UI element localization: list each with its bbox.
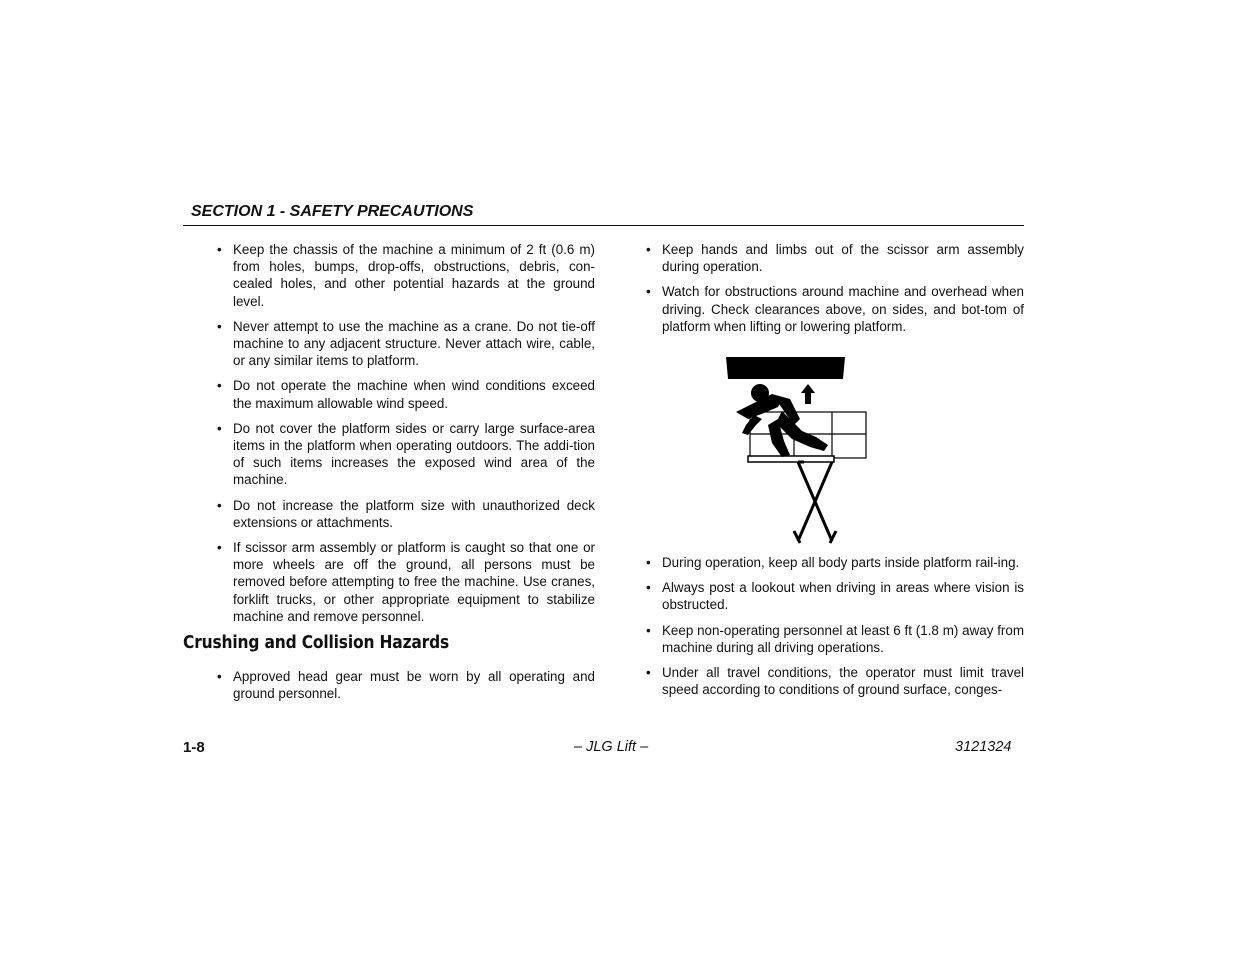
overhead-crush-hazard-icon <box>724 353 874 547</box>
list-item: • If scissor arm assembly or platform is caught so that one or more wheels are off the ground, all persons must be removed before attempting to free the machine. Use cranes, forklift trucks, or other appropriate equipment to stabilize machine and remove personnel. <box>217 540 595 624</box>
right-bullet-list <box>646 241 1024 335</box>
list-item: • Keep hands and limbs out of the scissor arm assembly during operation. <box>646 242 1024 275</box>
list-item: • Watch for obstructions around machine and overhead when driving. Check clearances above, on sides, and bot-tom of platform when lifting or lowering platform. <box>646 284 1024 334</box>
list-item: • Do not increase the platform size with unauthorized deck extensions or attachments. <box>217 497 595 530</box>
right-bullet-list-2 <box>646 554 1024 698</box>
bullet-icon: • <box>217 497 222 513</box>
list-item: • Do not operate the machine when wind conditions exceed the maximum allowable wind speed. <box>217 378 595 411</box>
list-item: • Under all travel conditions, the operator must limit travel speed according to conditions of ground surface, conges- <box>646 665 1024 698</box>
bullet-icon: • <box>646 555 651 570</box>
list-item: • Never attempt to use the machine as a crane. Do not tie-off machine to any adjacent structure. Never attach wire, cable, or any similar items to platform. <box>217 318 595 369</box>
left-column <box>217 241 595 633</box>
bullet-icon: • <box>217 669 222 684</box>
footer-brand: – JLG Lift – <box>574 739 649 755</box>
left-bullet-list-2 <box>217 668 595 702</box>
left-bullet-list <box>217 241 595 625</box>
header-rule <box>183 225 1024 226</box>
bullet-icon: • <box>646 665 651 681</box>
right-column-continued <box>646 554 1024 706</box>
bullet-icon: • <box>217 318 222 334</box>
list-item: • Always post a lookout when driving in areas where vision is obstructed. <box>646 580 1024 613</box>
bullet-icon: • <box>217 242 222 257</box>
subheading-crushing-collision: Crushing and Collision Hazards <box>183 632 450 653</box>
bullet-icon: • <box>646 580 651 596</box>
list-item: • Approved head gear must be worn by all operating and ground personnel. <box>217 669 595 702</box>
list-item: • Keep non-operating personnel at least 6 ft (1.8 m) away from machine during all driving operations. <box>646 622 1024 655</box>
bullet-icon: • <box>217 540 222 556</box>
right-column <box>646 241 1024 343</box>
section-title: SECTION 1 - SAFETY PRECAUTIONS <box>191 203 474 220</box>
list-item: • Keep the chassis of the machine a minimum of 2 ft (0.6 m) from holes, bumps, drop-offs, obstructions, debris, con-cealed holes, and other potential hazards at the ground level. <box>217 242 595 309</box>
bullet-icon: • <box>646 284 651 300</box>
list-item: • Do not cover the platform sides or carry large surface-area items in the platform when operating outdoors. The addi-tion of such items increases the exposed wind area of the machine. <box>217 420 595 488</box>
left-column-continued <box>217 668 595 710</box>
bullet-icon: • <box>217 420 222 436</box>
bullet-icon: • <box>646 622 651 638</box>
document-number: 3121324 <box>955 739 1012 755</box>
bullet-icon: • <box>217 378 222 394</box>
page-number: 1-8 <box>183 739 205 756</box>
list-item: • During operation, keep all body parts inside platform rail-ing. <box>646 555 1020 570</box>
bullet-icon: • <box>646 242 651 257</box>
